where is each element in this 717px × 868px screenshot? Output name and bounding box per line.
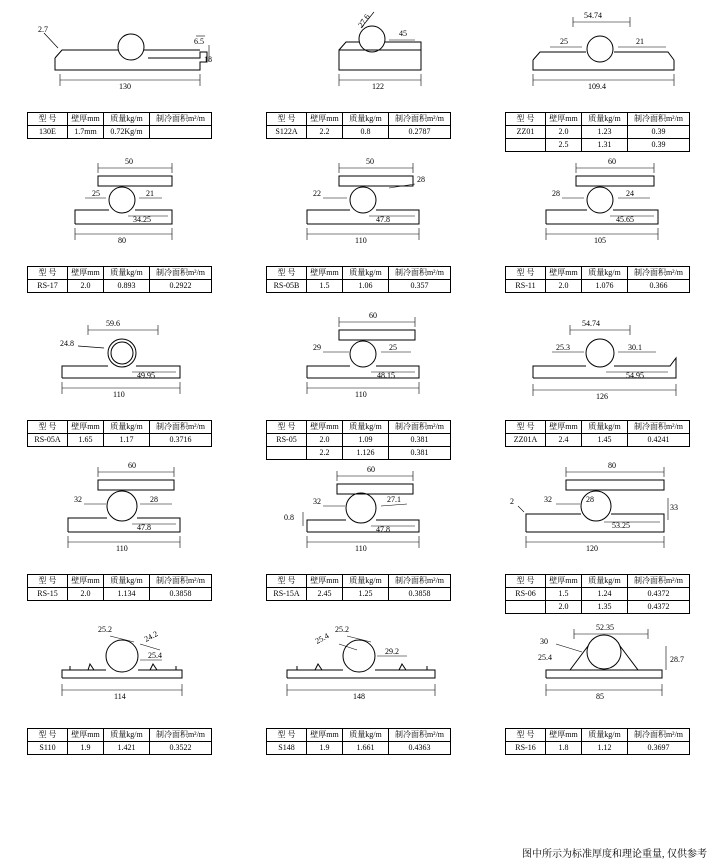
header-model: 型 号 [28, 575, 68, 588]
dim-label: 53.25 [612, 521, 630, 530]
dim-label: 32 [313, 497, 321, 506]
cell-mass: 1.25 [343, 588, 389, 601]
table-row [506, 434, 690, 447]
table-row [28, 280, 212, 293]
profile-drawing-ZZ01 [478, 0, 717, 112]
dim-label: 47.8 [137, 523, 151, 532]
profile-drawing-RS-06 [478, 462, 717, 574]
header-model: 型 号 [28, 267, 68, 280]
cell-mass: 1.31 [582, 139, 628, 152]
dim-label: 109.4 [588, 82, 606, 91]
profile-drawing-RS-05 [239, 308, 478, 420]
dim-label: 0.8 [284, 513, 294, 522]
dim-label: 85 [596, 692, 604, 701]
dim-label: 47.8 [376, 525, 390, 534]
cell-area [150, 126, 212, 139]
header-mass: 质量kg/m [343, 729, 389, 742]
dim-label: 80 [608, 462, 616, 470]
dim-label: 25.3 [556, 343, 570, 352]
dim-label: 148 [353, 692, 365, 701]
cell-area: 0.3716 [150, 434, 212, 447]
header-area: 制冷面积m²/m [628, 575, 690, 588]
product-cell-RS-17 [0, 154, 239, 308]
spec-table-ZZ01 [505, 112, 690, 152]
cell-mass: 1.06 [343, 280, 389, 293]
dim-label: 60 [369, 311, 377, 320]
table-row [267, 280, 451, 293]
dim-label: 110 [116, 544, 128, 553]
dim-label: 25 [560, 37, 568, 46]
dim-label: 25.2 [98, 625, 112, 634]
dim-label: 110 [113, 390, 125, 399]
header-model: 型 号 [506, 113, 546, 126]
dim-label: 52.35 [596, 623, 614, 632]
spec-table-RS-15 [27, 574, 212, 601]
header-thickness: 壁厚mm [68, 729, 104, 742]
cell-model: RS-11 [506, 280, 546, 293]
profile-drawing-S148 [239, 616, 478, 728]
product-cell-RS-05B [239, 154, 478, 308]
dim-label: 27.1 [387, 495, 401, 504]
dim-label: 32 [74, 495, 82, 504]
profile-drawing-RS-05B [239, 154, 478, 266]
cell-thickness: 2.0 [546, 126, 582, 139]
header-model: 型 号 [267, 729, 307, 742]
header-thickness: 壁厚mm [307, 421, 343, 434]
product-cell-RS-05A [0, 308, 239, 462]
cell-mass: 1.421 [104, 742, 150, 755]
header-thickness: 壁厚mm [68, 421, 104, 434]
spec-table-RS-11 [505, 266, 690, 293]
cell-area: 0.4241 [628, 434, 690, 447]
profile-drawing-S122A [239, 0, 478, 112]
cell-area: 0.4372 [628, 601, 690, 614]
cell-area: 0.366 [628, 280, 690, 293]
header-area: 制冷面积m²/m [389, 575, 451, 588]
cell-model [267, 447, 307, 460]
dim-label: 22 [313, 189, 321, 198]
cell-thickness: 1.8 [546, 742, 582, 755]
cell-thickness: 1.9 [68, 742, 104, 755]
header-mass: 质量kg/m [582, 729, 628, 742]
profile-drawing-RS-15 [0, 462, 239, 574]
dim-label: 34.25 [133, 215, 151, 224]
dim-label: 25 [92, 189, 100, 198]
header-mass: 质量kg/m [104, 113, 150, 126]
cell-mass: 1.23 [582, 126, 628, 139]
header-thickness: 壁厚mm [68, 113, 104, 126]
profile-drawing-RS-17 [0, 154, 239, 266]
cell-thickness: 1.9 [307, 742, 343, 755]
header-area: 制冷面积m²/m [628, 729, 690, 742]
dim-label: 80 [118, 236, 126, 245]
dim-label: 24.2 [142, 629, 160, 644]
header-thickness: 壁厚mm [546, 729, 582, 742]
table-row [267, 447, 451, 460]
dim-label: 25.4 [538, 653, 552, 662]
dim-label: 6.5 [194, 37, 204, 46]
table-row [506, 588, 690, 601]
spec-table-S148 [266, 728, 451, 755]
profile-drawing-RS-11 [478, 154, 717, 266]
cell-model: ZZ01 [506, 126, 546, 139]
spec-table-RS-17 [27, 266, 212, 293]
header-thickness: 壁厚mm [68, 575, 104, 588]
header-thickness: 壁厚mm [307, 113, 343, 126]
cell-mass: 1.661 [343, 742, 389, 755]
table-row [506, 280, 690, 293]
product-cell-130E [0, 0, 239, 154]
table-row [506, 139, 690, 152]
cell-area: 0.39 [628, 139, 690, 152]
table-row [28, 434, 212, 447]
cell-area: 0.381 [389, 447, 451, 460]
cell-thickness: 2.0 [546, 280, 582, 293]
cell-area: 0.2922 [150, 280, 212, 293]
dim-label: 28 [552, 189, 560, 198]
header-model: 型 号 [267, 575, 307, 588]
header-model: 型 号 [506, 421, 546, 434]
dim-label: 2.7 [38, 25, 48, 34]
header-area: 制冷面积m²/m [150, 113, 212, 126]
header-thickness: 壁厚mm [307, 267, 343, 280]
header-thickness: 壁厚mm [546, 421, 582, 434]
dim-label: 60 [128, 462, 136, 470]
header-model: 型 号 [506, 575, 546, 588]
cell-thickness: 1.65 [68, 434, 104, 447]
spec-table-RS-15A [266, 574, 451, 601]
table-row [506, 742, 690, 755]
cell-thickness: 1.7mm [68, 126, 104, 139]
header-mass: 质量kg/m [582, 421, 628, 434]
header-model: 型 号 [506, 267, 546, 280]
dim-label: 29 [313, 343, 321, 352]
profile-drawing-RS-15A [239, 462, 478, 574]
header-mass: 质量kg/m [343, 113, 389, 126]
cell-area: 0.381 [389, 434, 451, 447]
table-row [506, 601, 690, 614]
header-area: 制冷面积m²/m [150, 421, 212, 434]
header-area: 制冷面积m²/m [389, 421, 451, 434]
cell-area: 0.3697 [628, 742, 690, 755]
dim-label: 24.8 [60, 339, 74, 348]
cell-model: S110 [28, 742, 68, 755]
cell-thickness: 2.0 [546, 601, 582, 614]
header-model: 型 号 [28, 729, 68, 742]
dim-label: 30.1 [628, 343, 642, 352]
cell-thickness: 2.0 [68, 588, 104, 601]
cell-area: 0.4363 [389, 742, 451, 755]
product-cell-S122A [239, 0, 478, 154]
cell-mass: 1.17 [104, 434, 150, 447]
cell-model: ZZ01A [506, 434, 546, 447]
cell-thickness: 2.2 [307, 126, 343, 139]
header-area: 制冷面积m²/m [628, 421, 690, 434]
spec-table-RS-05A [27, 420, 212, 447]
dim-label: 28 [417, 175, 425, 184]
profile-drawing-RS-05A [0, 308, 239, 420]
dim-label: 45.65 [616, 215, 634, 224]
dim-label: 126 [596, 392, 608, 401]
dim-label: 54.74 [582, 319, 600, 328]
cell-model: RS-16 [506, 742, 546, 755]
table-row [267, 742, 451, 755]
dim-label: 21 [636, 37, 644, 46]
cell-area: 0.3858 [150, 588, 212, 601]
dim-label: 110 [355, 390, 367, 399]
cell-mass: 1.12 [582, 742, 628, 755]
cell-mass: 0.893 [104, 280, 150, 293]
header-area: 制冷面积m²/m [389, 729, 451, 742]
cell-thickness: 2.2 [307, 447, 343, 460]
product-cell-RS-06 [478, 462, 717, 616]
header-area: 制冷面积m²/m [150, 267, 212, 280]
dim-label: 25.4 [313, 631, 331, 646]
dim-label: 47.8 [376, 215, 390, 224]
cell-model: 130E [28, 126, 68, 139]
header-area: 制冷面积m²/m [628, 113, 690, 126]
cell-mass: 1.09 [343, 434, 389, 447]
cell-area: 0.3858 [389, 588, 451, 601]
product-cell-ZZ01 [478, 0, 717, 154]
cell-thickness: 2.4 [546, 434, 582, 447]
header-area: 制冷面积m²/m [628, 267, 690, 280]
cell-model: S122A [267, 126, 307, 139]
cell-model: RS-06 [506, 588, 546, 601]
cell-thickness: 2.45 [307, 588, 343, 601]
dim-label: 25 [389, 343, 397, 352]
cell-mass: 0.8 [343, 126, 389, 139]
dim-label: 21 [146, 189, 154, 198]
dim-label: 48.15 [377, 371, 395, 380]
cell-mass: 1.45 [582, 434, 628, 447]
header-mass: 质量kg/m [104, 421, 150, 434]
dim-label: 130 [119, 82, 131, 91]
header-model: 型 号 [506, 729, 546, 742]
profile-drawing-S110 [0, 616, 239, 728]
dim-label: 50 [125, 157, 133, 166]
header-mass: 质量kg/m [582, 575, 628, 588]
header-area: 制冷面积m²/m [150, 575, 212, 588]
dim-label: 120 [586, 544, 598, 553]
dim-label: 114 [114, 692, 126, 701]
cell-thickness: 1.5 [307, 280, 343, 293]
dim-label: 2 [510, 497, 514, 506]
header-mass: 质量kg/m [104, 267, 150, 280]
cell-mass: 1.24 [582, 588, 628, 601]
header-mass: 质量kg/m [582, 267, 628, 280]
spec-table-S122A [266, 112, 451, 139]
dim-label: 54.95 [626, 371, 644, 380]
dim-label: 32 [544, 495, 552, 504]
spec-table-130E [27, 112, 212, 139]
spec-table-ZZ01A [505, 420, 690, 447]
dim-label: 25.2 [335, 625, 349, 634]
cell-area: 0.4372 [628, 588, 690, 601]
cell-model: RS-17 [28, 280, 68, 293]
cell-area: 0.3522 [150, 742, 212, 755]
dim-label: 28 [586, 495, 594, 504]
dim-label: 45 [399, 29, 407, 38]
dim-label: 60 [608, 157, 616, 166]
spec-table-RS-05 [266, 420, 451, 460]
product-cell-RS-15A [239, 462, 478, 616]
header-thickness: 壁厚mm [307, 729, 343, 742]
dim-label: 122 [372, 82, 384, 91]
table-row [267, 126, 451, 139]
header-model: 型 号 [28, 113, 68, 126]
cell-model: RS-05A [28, 434, 68, 447]
cell-thickness: 2.5 [546, 139, 582, 152]
dim-label: 18 [204, 55, 212, 64]
dim-label: 25.4 [148, 651, 162, 660]
table-row [267, 434, 451, 447]
table-row [28, 126, 212, 139]
dim-label: 110 [355, 236, 367, 245]
cell-area: 0.2787 [389, 126, 451, 139]
header-mass: 质量kg/m [343, 267, 389, 280]
header-model: 型 号 [267, 113, 307, 126]
table-row [506, 126, 690, 139]
cell-mass: 1.35 [582, 601, 628, 614]
header-area: 制冷面积m²/m [389, 113, 451, 126]
table-row [267, 588, 451, 601]
cell-thickness: 2.0 [307, 434, 343, 447]
spec-table-S110 [27, 728, 212, 755]
dim-label: 30 [540, 637, 548, 646]
cell-model: S148 [267, 742, 307, 755]
product-cell-S110 [0, 616, 239, 770]
cell-mass: 1.076 [582, 280, 628, 293]
spec-table-RS-06 [505, 574, 690, 614]
header-thickness: 壁厚mm [546, 113, 582, 126]
cell-mass: 0.72Kg/m [104, 126, 150, 139]
spec-table-RS-16 [505, 728, 690, 755]
header-thickness: 壁厚mm [546, 575, 582, 588]
cell-model: RS-15 [28, 588, 68, 601]
dim-label: 59.6 [106, 319, 120, 328]
header-mass: 质量kg/m [104, 575, 150, 588]
cell-thickness: 1.5 [546, 588, 582, 601]
table-row [28, 588, 212, 601]
cell-model: RS-05B [267, 280, 307, 293]
spec-table-RS-05B [266, 266, 451, 293]
header-model: 型 号 [28, 421, 68, 434]
dim-label: 24 [626, 189, 634, 198]
header-mass: 质量kg/m [343, 421, 389, 434]
product-cell-RS-05 [239, 308, 478, 462]
dim-label: 60 [367, 465, 375, 474]
cell-thickness: 2.0 [68, 280, 104, 293]
header-thickness: 壁厚mm [68, 267, 104, 280]
header-area: 制冷面积m²/m [150, 729, 212, 742]
cell-model: RS-15A [267, 588, 307, 601]
dim-label: 33 [670, 503, 678, 512]
product-cell-ZZ01A [478, 308, 717, 462]
cell-mass: 1.126 [343, 447, 389, 460]
footer-note: 图中所示为标准厚度和理论重量, 仅供参考 [522, 849, 707, 860]
cell-area: 0.357 [389, 280, 451, 293]
header-area: 制冷面积m²/m [389, 267, 451, 280]
dim-label: 50 [366, 157, 374, 166]
cell-model [506, 601, 546, 614]
header-thickness: 壁厚mm [307, 575, 343, 588]
cell-model [506, 139, 546, 152]
cell-mass: 1.134 [104, 588, 150, 601]
header-thickness: 壁厚mm [546, 267, 582, 280]
header-mass: 质量kg/m [343, 575, 389, 588]
dim-label: 27.6 [356, 12, 372, 30]
table-row [28, 742, 212, 755]
cell-area: 0.39 [628, 126, 690, 139]
dim-label: 105 [594, 236, 606, 245]
profile-drawing-ZZ01A [478, 308, 717, 420]
header-mass: 质量kg/m [582, 113, 628, 126]
product-cell-RS-16 [478, 616, 717, 770]
dim-label: 28.7 [670, 655, 684, 664]
header-mass: 质量kg/m [104, 729, 150, 742]
dim-label: 29.2 [385, 647, 399, 656]
dim-label: 110 [355, 544, 367, 553]
product-cell-S148 [239, 616, 478, 770]
profile-drawing-RS-16 [478, 616, 717, 728]
dim-label: 54.74 [584, 11, 602, 20]
header-model: 型 号 [267, 267, 307, 280]
dim-label: 28 [150, 495, 158, 504]
product-cell-RS-15 [0, 462, 239, 616]
header-model: 型 号 [267, 421, 307, 434]
product-cell-RS-11 [478, 154, 717, 308]
dim-label: 49.95 [137, 371, 155, 380]
profile-drawing-130E [0, 0, 239, 112]
cell-model: RS-05 [267, 434, 307, 447]
